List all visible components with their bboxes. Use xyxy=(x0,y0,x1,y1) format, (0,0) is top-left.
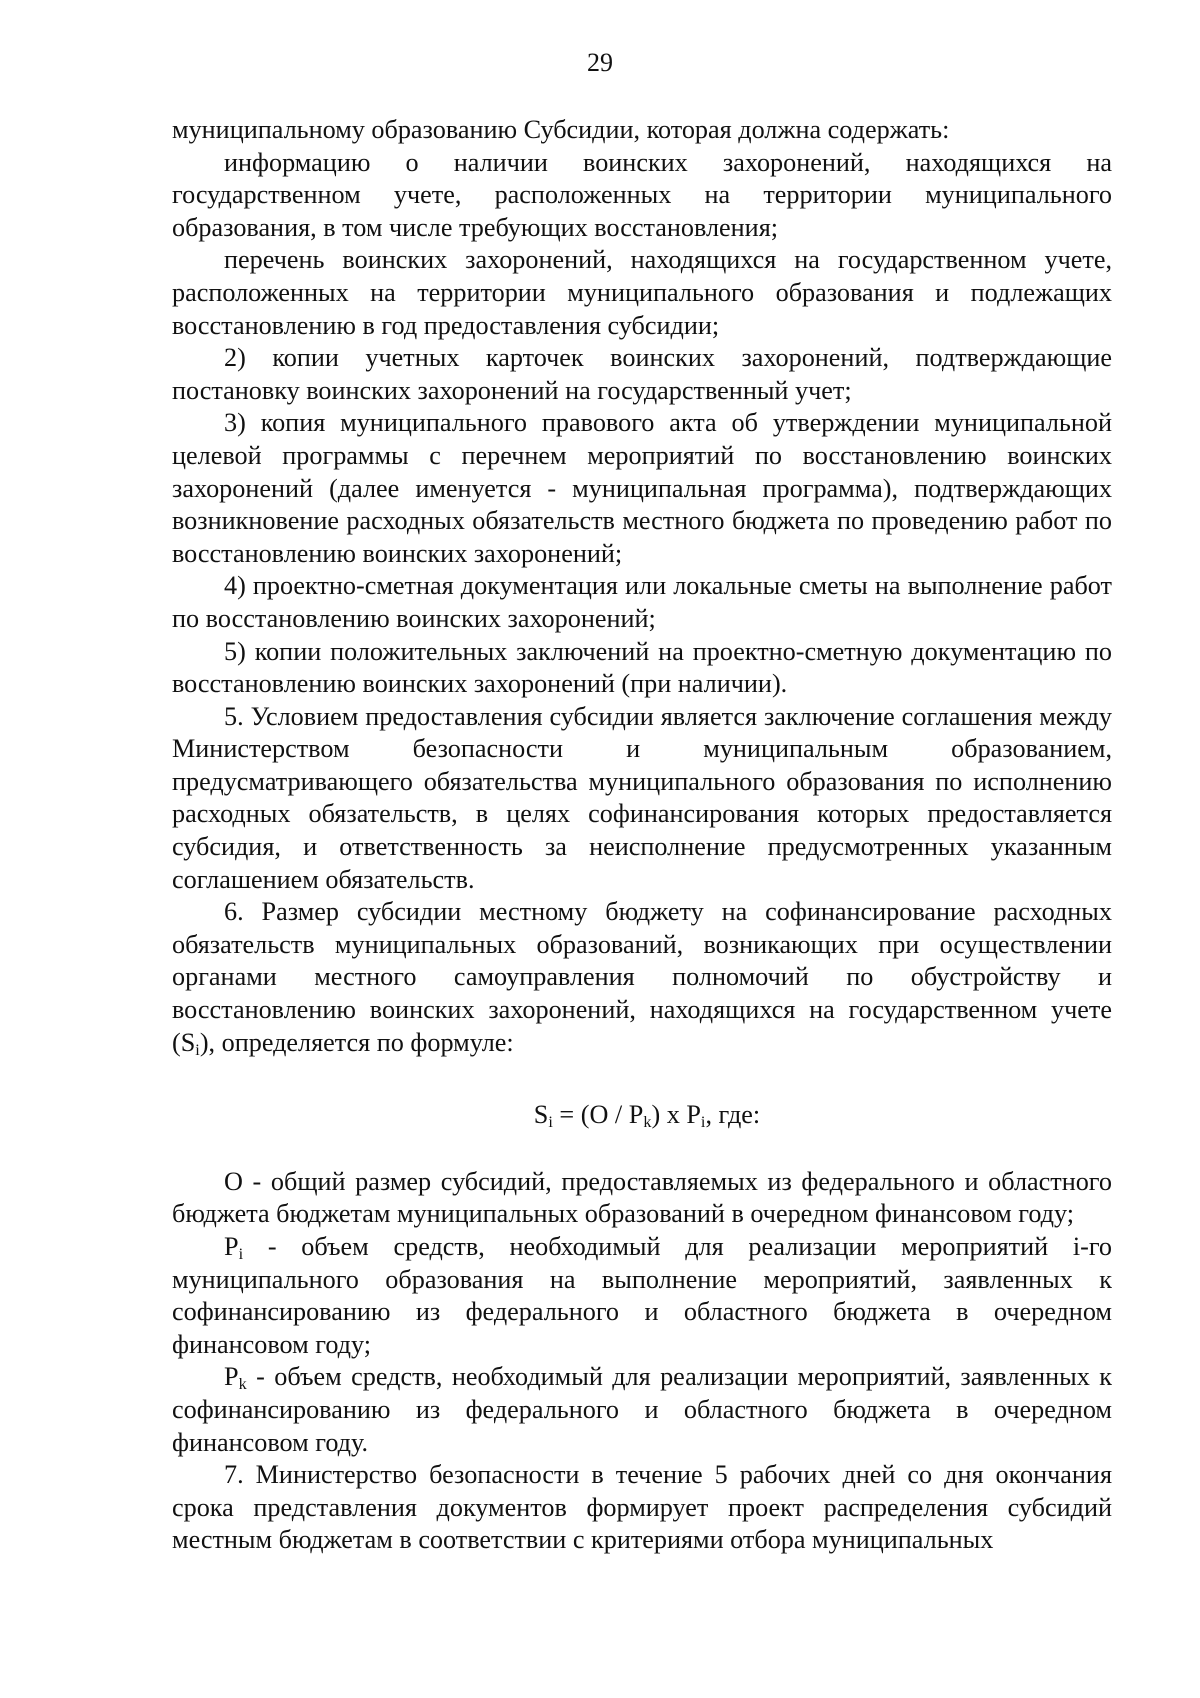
definition-pk-sub: k xyxy=(238,1375,247,1394)
formula xyxy=(172,1099,1112,1132)
paragraph-item-5: 5) копии положительных заключений на проектно-сметную документацию по восстановлению воинских захоронений (при наличии). xyxy=(172,636,1112,699)
formula-s: S xyxy=(533,1100,549,1130)
formula-pk-sub: k xyxy=(643,1113,652,1132)
definition-pi-head: P xyxy=(224,1232,239,1261)
section-6-subscript: i xyxy=(195,1040,200,1059)
paragraph-section-6 xyxy=(172,896,1112,1059)
paragraph-section-5: 5. Условием предоставления субсидии является заключение соглашения между Министерством безопасности и муниципальным образованием, предусматривающего обязательства муниципального образования по исполнению расходных обязательств, в целях софинансирования которых предоставляется субсидия, и ответственность за неисполнение предусмотренных указанным соглашением обязательств. xyxy=(172,701,1112,894)
paragraph-list-burials: перечень воинских захоронений, находящихся на государственном учете, расположенных на территории муниципального образования и подлежащих восстановлению в год предоставления субсидии; xyxy=(172,245,1112,340)
paragraph-item-4: 4) проектно-сметная документация или локальные сметы на выполнение работ по восстановлению воинских захоронений; xyxy=(172,571,1112,633)
definition-pi-sub: i xyxy=(238,1245,244,1264)
paragraph-item-3: 3) копия муниципального правового акта об утверждении муниципальной целевой программы с перечнем мероприятий по восстановлению воинских захоронений (далее именуется - муниципальная программа), подтверждающих возникновение расходных обязательств местного бюджета по проведению работ по восстановлению воинских захоронений; xyxy=(172,408,1112,568)
formula-mid: = (O / P xyxy=(552,1100,644,1130)
formula-s-sub: i xyxy=(548,1113,553,1132)
formula-pi-sub: i xyxy=(700,1113,706,1132)
formula-tail: , где: xyxy=(705,1100,761,1130)
definition-pk-head: P xyxy=(224,1362,239,1392)
paragraph-continuation: муниципальному образованию Субсидии, которая должна содержать: xyxy=(172,115,950,144)
paragraph-info-burials: информацию о наличии воинских захоронений, находящихся на государственном учете, расположенных на территории муниципального образования, в том числе требующих восстановления; xyxy=(172,147,1112,242)
section-6-tail: ), определяется по формуле: xyxy=(199,1027,514,1057)
document-body xyxy=(172,114,1112,1557)
paragraph-section-7: 7. Министерство безопасности в течение 5 рабочих дней со дня окончания срока представления документов формирует проект распределения субсидий местным бюджетам в соответствии с критериями отбора муниципальных xyxy=(172,1460,1112,1555)
section-6-text: 6. Размер субсидии местному бюджету на софинансирование расходных обязательств муниципальных образований, возникающих при осуществлении органами местного самоуправления полномочий по обустройству и восстановлению воинских захоронений, находящихся на государственном учете (S xyxy=(172,897,1112,1057)
definition-pi xyxy=(172,1231,1112,1361)
paragraph-item-2: 2) копии учетных карточек воинских захоронений, подтверждающие постановку воинских захоронений на государственный учет; xyxy=(172,343,1112,405)
definition-o: O - общий размер субсидий, предоставляемых из федерального и областного бюджета бюджетам муниципальных образований в очередном финансовом году; xyxy=(172,1166,1112,1229)
definition-pk-text: - объем средств, необходимый для реализации мероприятий, заявленных к софинансированию из федерального и областного бюджета в очередном финансовом году. xyxy=(172,1362,1112,1457)
page-number: 29 xyxy=(587,48,613,77)
definition-pi-text: - объем средств, необходимый для реализации мероприятий i-го муниципального образования на выполнение мероприятий, заявленных к софинансированию из федерального и областного бюджета в очередном финансовом году; xyxy=(172,1232,1112,1359)
formula-mid2: ) x P xyxy=(651,1100,701,1130)
definition-pk xyxy=(172,1361,1112,1459)
